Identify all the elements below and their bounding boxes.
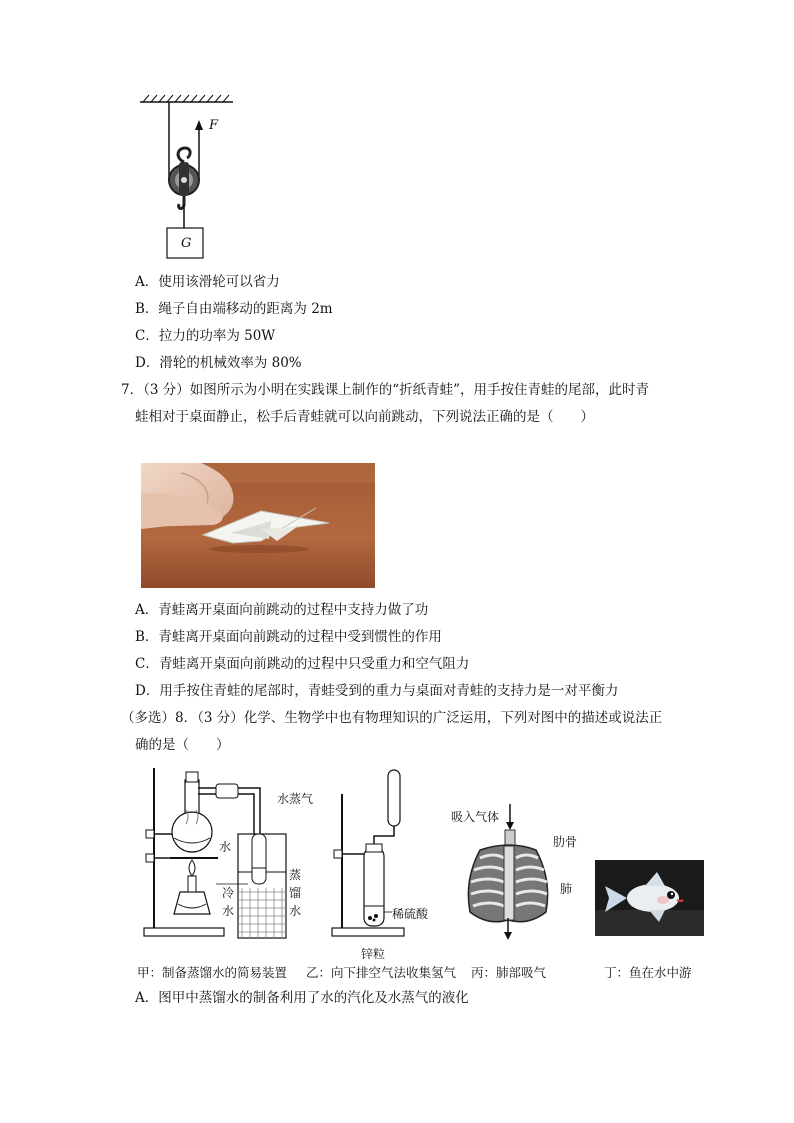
- caption-jia: 甲：制备蒸馏水的简易装置: [137, 965, 288, 980]
- q8-stem-line2: 确的是（ ）: [135, 737, 230, 753]
- q7-option-d: D．用手按住青蛙的尾部时，青蛙受到的重力与桌面对青蛙的支持力是一对平衡力: [135, 683, 619, 699]
- caption-ding: 丁：鱼在水中游: [604, 965, 692, 980]
- q7-option-b: B．青蛙离开桌面向前跳动的过程中受到惯性的作用: [135, 629, 442, 645]
- label-water: 水: [219, 840, 232, 854]
- weight-label: G: [181, 236, 192, 251]
- q6-option-a: A．使用该滑轮可以省力: [135, 274, 280, 290]
- fish-photo: [595, 860, 704, 936]
- q6-option-b: B．绳子自由端移动的距离为 2m: [135, 301, 333, 317]
- label-cold: 冷: [222, 886, 235, 900]
- label-steam: 水蒸气: [277, 792, 314, 806]
- q8-option-a: A．图甲中蒸馏水的制备利用了水的汽化及水蒸气的液化: [135, 990, 469, 1006]
- label-zinc: 锌粒: [361, 947, 386, 961]
- label-inhale: 吸入气体: [451, 810, 500, 824]
- caption-bing: 丙：肺部吸气: [471, 965, 547, 980]
- q7-stem-line2: 蛙相对于桌面静止，松手后青蛙就可以向前跳动，下列说法正确的是（ ）: [135, 409, 594, 425]
- q7-stem-line1: 7．（3 分）如图所示为小明在实践课上制作的“折纸青蛙”，用手按住青蛙的尾部，此时青: [121, 382, 650, 398]
- q8-stem-line1: （多选）8．（3 分）化学、生物学中也有物理知识的广泛运用，下列对图中的描述或说法正: [121, 710, 663, 726]
- label-distilled-1: 蒸: [289, 868, 302, 882]
- q7-option-c: C．青蛙离开桌面向前跳动的过程中只受重力和空气阻力: [135, 656, 470, 672]
- label-lung: 肺: [560, 882, 573, 896]
- q7-option-a: A．青蛙离开桌面向前跳动的过程中支持力做了功: [135, 602, 429, 618]
- label-distilled-2: 馏: [289, 886, 302, 900]
- paper-frog-photo: [141, 463, 375, 588]
- label-dilute-sulfuric-acid: 稀硫酸: [392, 907, 429, 921]
- force-label: F: [209, 118, 219, 133]
- label-rib: 肋骨: [553, 835, 578, 849]
- label-cold-water: 水: [222, 904, 235, 918]
- q6-option-d: D．滑轮的机械效率为 80%: [135, 355, 302, 371]
- caption-yi: 乙：向下排空气法收集氢气: [306, 965, 457, 980]
- q6-option-c: C．拉力的功率为 50W: [135, 328, 276, 344]
- label-distilled-3: 水: [289, 904, 302, 918]
